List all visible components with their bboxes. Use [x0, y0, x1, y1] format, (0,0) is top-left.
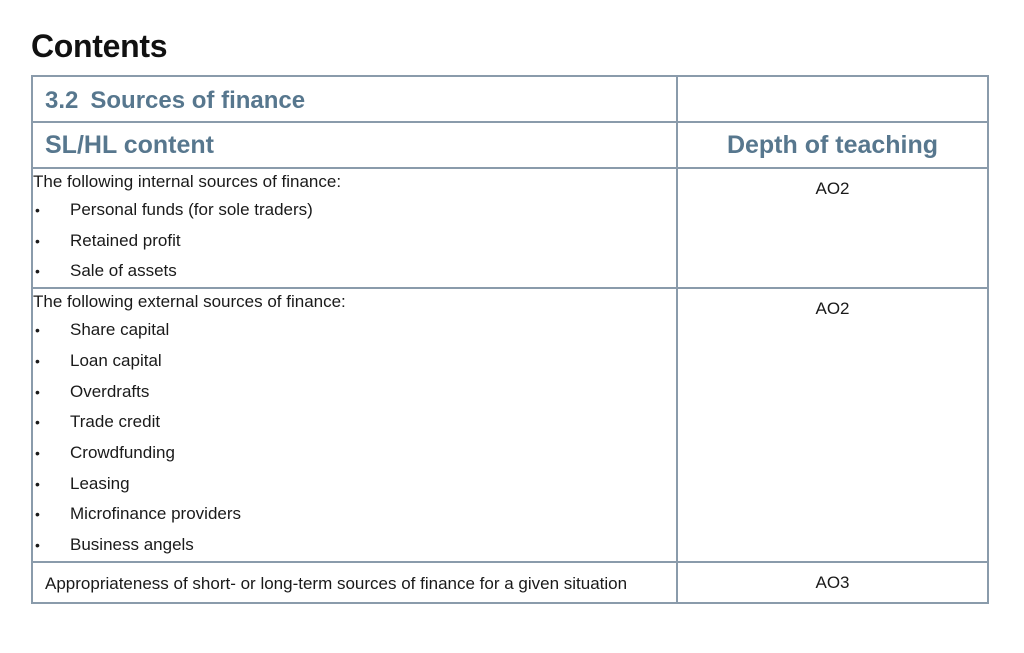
- depth-value: AO3: [815, 572, 850, 592]
- bullet-icon: •: [35, 506, 40, 523]
- column-header-row: [32, 122, 988, 168]
- list-item-text: Personal funds (for sole traders): [70, 200, 313, 219]
- list-item-text: Retained profit: [70, 230, 181, 250]
- syllabus-table: [31, 75, 989, 604]
- section-header-row: [32, 76, 988, 122]
- list-item: [33, 377, 676, 408]
- list-item: [33, 438, 676, 469]
- bullet-list: [33, 195, 676, 287]
- content-header-cell: [32, 122, 677, 168]
- table-row: [32, 288, 988, 562]
- list-item-text: Trade credit: [70, 412, 161, 432]
- table-row: [32, 168, 988, 288]
- content-column-header: SL/HL content: [45, 131, 214, 159]
- list-item: [33, 195, 676, 226]
- list-item-text: Loan capital: [70, 350, 162, 370]
- depth-cell: [677, 168, 988, 288]
- bullet-icon: •: [35, 322, 40, 339]
- depth-header-cell: [677, 122, 988, 168]
- section-title: [33, 77, 676, 115]
- list-item: [33, 346, 676, 377]
- bullet-icon: •: [35, 537, 40, 554]
- list-item-text: Overdrafts: [70, 381, 150, 401]
- depth-cell: [677, 562, 988, 603]
- list-item-text: Sale of assets: [70, 261, 177, 281]
- list-item: [33, 256, 676, 287]
- list-item: [33, 469, 676, 500]
- bullet-icon: •: [35, 414, 40, 431]
- row-text: Appropriateness of short- or long-term sources of finance for a given situation: [45, 573, 628, 593]
- table-row: [32, 562, 988, 603]
- bullet-list: [33, 315, 676, 561]
- list-item: [33, 530, 676, 561]
- list-item-text: Share capital: [70, 320, 170, 340]
- bullet-icon: •: [35, 444, 40, 461]
- bullet-icon: •: [35, 263, 40, 280]
- depth-value: AO2: [815, 179, 850, 198]
- depth-value: AO2: [815, 299, 850, 319]
- bullet-icon: •: [35, 475, 40, 492]
- row-intro: The following internal sources of finance:: [33, 172, 342, 191]
- section-title-cell: [32, 76, 677, 122]
- list-item: [33, 407, 676, 438]
- depth-cell: [677, 288, 988, 562]
- list-item: [33, 226, 676, 257]
- content-cell: [32, 168, 677, 288]
- bullet-icon: •: [35, 383, 40, 400]
- list-item: [33, 315, 676, 346]
- list-item-text: Business angels: [70, 535, 194, 555]
- content-cell: [32, 288, 677, 562]
- content-cell: [32, 562, 677, 603]
- section-name: Sources of finance: [90, 87, 306, 114]
- bullet-icon: •: [35, 232, 40, 249]
- depth-column-header: Depth of teaching: [726, 131, 939, 159]
- page-title: Contents: [31, 28, 168, 64]
- section-number: 3.2: [45, 87, 79, 114]
- list-item: [33, 499, 676, 530]
- bullet-icon: •: [35, 352, 40, 369]
- list-item-text: Leasing: [70, 473, 130, 493]
- bullet-icon: •: [35, 202, 40, 218]
- section-empty-cell: [677, 76, 988, 122]
- list-item-text: Crowdfunding: [70, 442, 175, 462]
- row-intro: The following external sources of finance:: [33, 292, 346, 312]
- list-item-text: Microfinance providers: [70, 504, 242, 524]
